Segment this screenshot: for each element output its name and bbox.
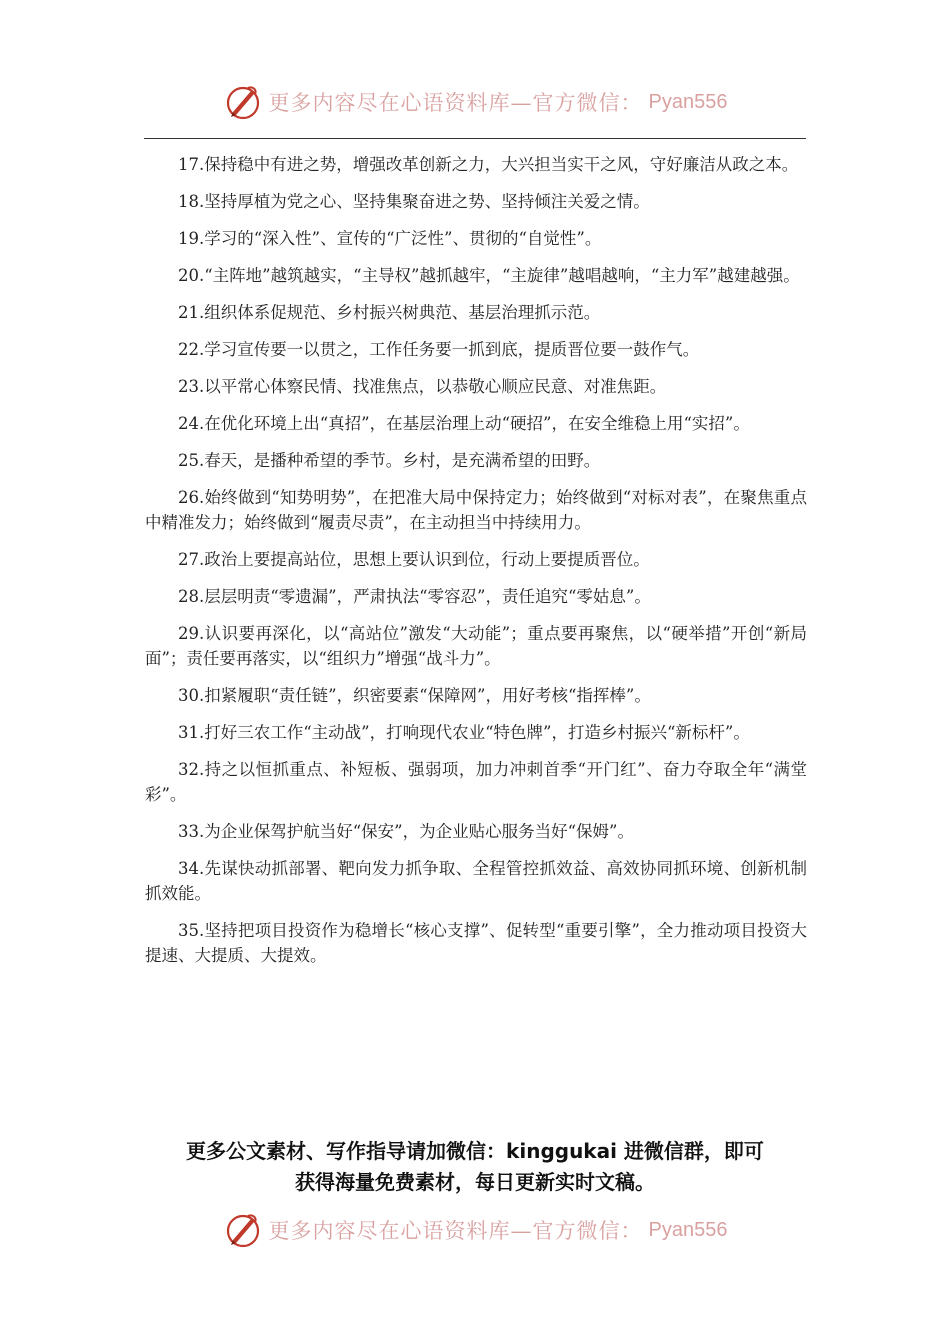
- list-item: 30.扣紧履职“责任链”，织密要素“保障网”，用好考核“指挥棒”。: [178, 686, 651, 705]
- page-header: [0, 80, 950, 124]
- promo-note: [120, 1136, 830, 1198]
- page-footer: [0, 1208, 950, 1252]
- list-item: 27.政治上要提高站位，思想上要认识到位，行动上要提质晋位。: [178, 550, 650, 569]
- list-item: 20.“主阵地”越筑越实，“主导权”越抓越牢，“主旋律”越唱越响，“主力军”越建越强。: [178, 266, 800, 285]
- brand-wechat-id: Pyan556: [648, 90, 728, 113]
- list-item: 26.始终做到“知势明势”，在把准大局中保持定力；始终做到“对标对表”，在聚焦重点中精准发力；始终做到“履责尽责”，在主动担当中持续用力。: [145, 488, 807, 532]
- promo-line-2: 获得海量免费素材，每日更新实时文稿。: [295, 1170, 655, 1194]
- list-item: 32.持之以恒抓重点、补短板、强弱项，加力冲刺首季“开门红”、奋力夺取全年“满堂彩”。: [145, 760, 807, 804]
- list-item: 23.以平常心体察民情、找准焦点，以恭敬心顺应民意、对准焦距。: [178, 377, 667, 396]
- list-item: 31.打好三农工作“主动战”，打响现代农业“特色牌”，打造乡村振兴“新标杆”。: [178, 723, 750, 742]
- list-item: 28.层层明责“零遗漏”，严肃执法“零容忍”，责任追究“零姑息”。: [178, 587, 651, 606]
- brand-text: 更多内容尽在心语资料库—官方微信：: [268, 1219, 643, 1243]
- brand-wechat-id: Pyan556: [648, 1218, 728, 1241]
- list-item: 18.坚持厚植为党之心、坚持集聚奋进之势、坚持倾注关爱之情。: [178, 192, 650, 211]
- list-item: 17.保持稳中有进之势，增强改革创新之力，大兴担当实干之风，守好廉洁从政之本。: [178, 155, 799, 174]
- list-item: 25.春天，是播种希望的季节。乡村，是充满希望的田野。: [178, 451, 601, 470]
- list-item: 33.为企业保驾护航当好“保安”，为企业贴心服务当好“保姆”。: [178, 822, 634, 841]
- promo-line-1: 更多公文素材、写作指导请加微信：kinggukai 进微信群，即可: [186, 1139, 764, 1163]
- list-item: 21.组织体系促规范、乡村振兴树典范、基层治理抓示范。: [178, 303, 601, 322]
- document-body: [145, 152, 807, 980]
- list-item: 24.在优化环境上出“真招”，在基层治理上动“硬招”，在安全维稳上用“实招”。: [178, 414, 750, 433]
- pen-logo-icon: [223, 82, 263, 122]
- list-item: 35.坚持把项目投资作为稳增长“核心支撑”、促转型“重要引擎”，全力推动项目投资大提速、大提质、大提效。: [145, 921, 807, 965]
- brand-text: 更多内容尽在心语资料库—官方微信：: [268, 91, 643, 115]
- list-item: 22.学习宣传要一以贯之，工作任务要一抓到底，提质晋位要一鼓作气。: [178, 340, 700, 359]
- list-item: 19.学习的“深入性”、宣传的“广泛性”、贯彻的“自觉性”。: [178, 229, 602, 248]
- list-item: 34.先谋快动抓部署、靶向发力抓争取、全程管控抓效益、高效协同抓环境、创新机制抓效能。: [145, 859, 807, 903]
- list-item: 29.认识要再深化，以“高站位”激发“大动能”；重点要再聚焦，以“硬举措”开创“新局面”；责任要再落实，以“组织力”增强“战斗力”。: [145, 624, 807, 668]
- pen-logo-icon: [223, 1210, 263, 1250]
- header-divider: [144, 138, 806, 139]
